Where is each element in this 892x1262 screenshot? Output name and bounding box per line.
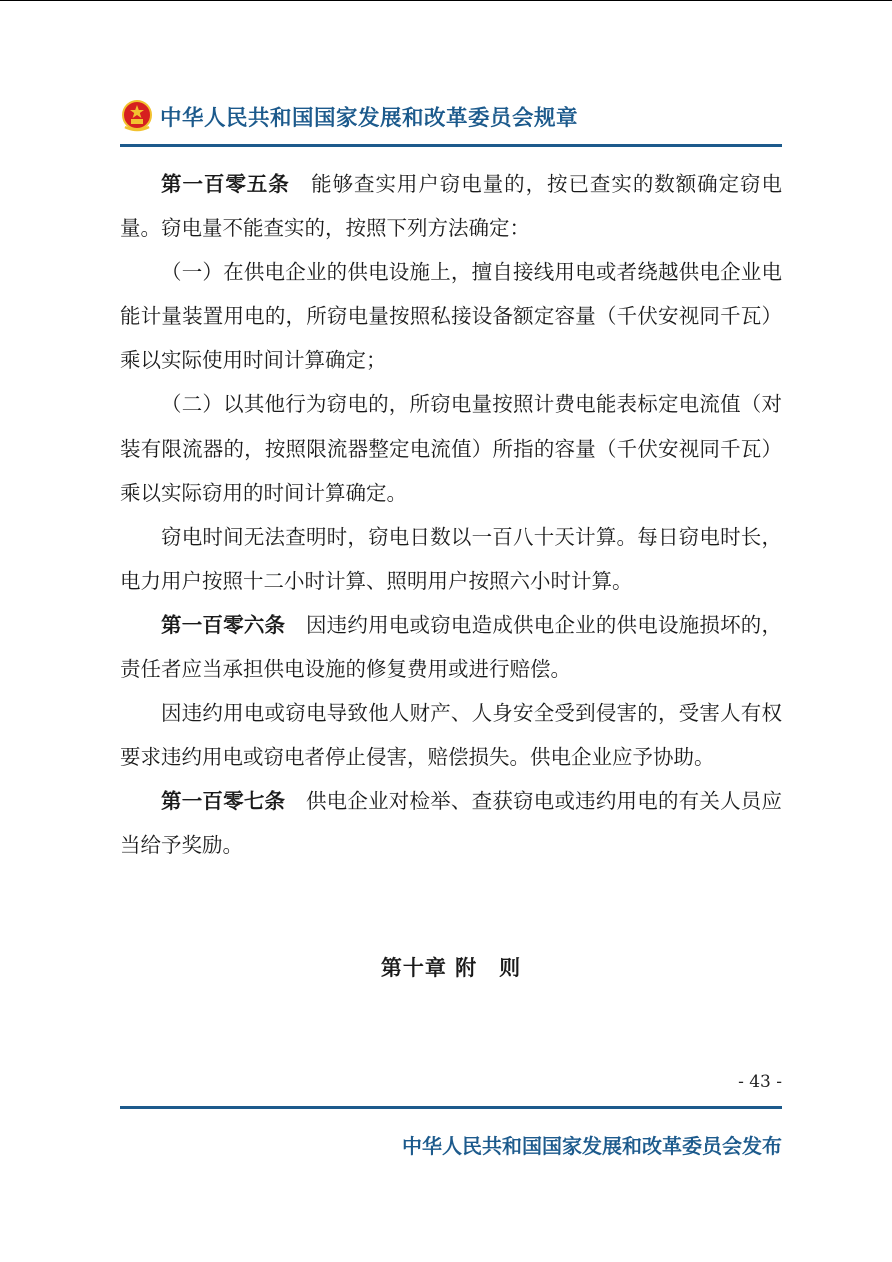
footer-publisher: 中华人民共和国国家发展和改革委员会发布 [402,1134,782,1158]
paragraph-text: （二）以其他行为窃电的，所窃电量按照计费电能表标定电流值（对装有限流器的，按照限流器整定电流值）所指的容量（千伏安视同千瓦）乘以实际窃用的时间计算确定。 [120,392,782,505]
paragraph-infringement [120,691,782,779]
paragraph-text: 供电企业对检举、查获窃电或违约用电的有关人员应当给予奖励。 [120,789,783,858]
article-number: 第一百零七条 [161,789,286,814]
paragraph-text: 窃电时间无法查明时，窃电日数以一百八十天计算。每日窃电时长，电力用户按照十二小时计算、照明用户按照六小时计算。 [120,524,782,593]
document-body [120,162,782,868]
paragraph-theft-duration [120,515,782,603]
page-header [120,96,578,136]
page-top-edge [0,0,892,1]
paragraph-article-107 [120,779,782,867]
paragraph-text: 因违约用电或窃电造成供电企业的供电设施损坏的，责任者应当承担供电设施的修复费用或进行赔偿。 [120,612,783,682]
paragraph-article-105 [120,162,782,250]
paragraph-text: 因违约用电或窃电导致他人财产、人身安全受到侵害的，受害人有权要求违约用电或窃电者停止侵害，赔偿损失。供电企业应予协助。 [120,701,782,770]
page-number: - 43 - [738,1072,782,1092]
national-emblem-icon [120,99,154,133]
paragraph-text: 能够查实用户窃电量的，按已查实的数额确定窃电量。窃电量不能查实的，按照下列方法确定： [120,172,783,241]
footer-divider [120,1106,782,1109]
paragraph-article-106 [120,603,782,691]
article-number: 第一百零六条 [161,612,286,637]
article-number: 第一百零五条 [161,172,290,196]
paragraph-item-2 [120,382,782,514]
header-divider [120,144,782,147]
header-title: 中华人民共和国国家发展和改革委员会规章 [160,105,579,131]
paragraph-text: （一）在供电企业的供电设施上，擅自接线用电或者绕越供电企业电能计量装置用电的，所窃电量按照私接设备额定容量（千伏安视同千瓦）乘以实际使用时间计算确定； [120,260,782,373]
paragraph-item-1 [120,250,782,382]
chapter-heading: 第十章 附 则 [380,956,522,980]
